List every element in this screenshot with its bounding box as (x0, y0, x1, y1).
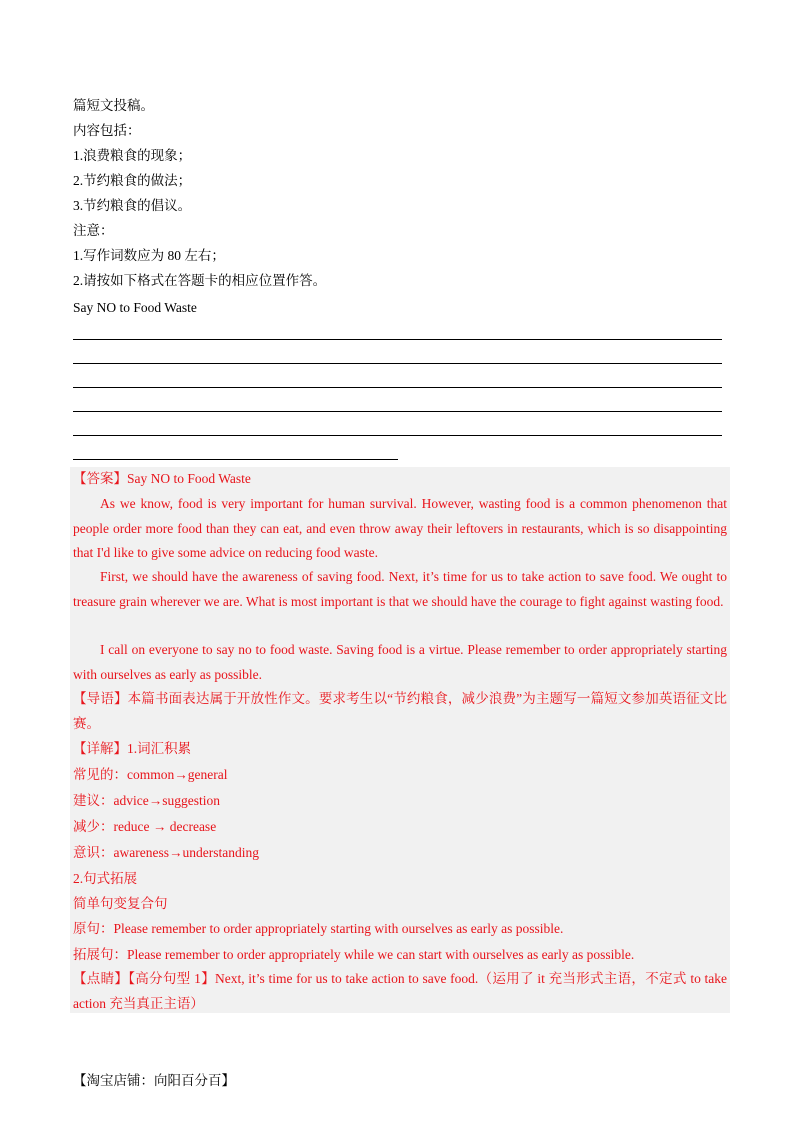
syntax-heading: 2.句式拓展 (73, 871, 138, 886)
writing-line (73, 459, 398, 460)
highlight-note: 【点睛】【高分句型 1】Next, it’s time for us to take action to save food.（运用了 it 充当形式主语，不定式 to take action 充当真正主语） (73, 971, 727, 1011)
prompt-line-6: 注意： (73, 223, 114, 238)
writing-line (73, 339, 722, 340)
prompt-line-5: 3.节约粮食的倡议。 (73, 198, 192, 213)
answer-paragraph-2: First, we should have the awareness of saving food. Next, it’s time for us to take action to save food. We ought to treasure grain wherever we are. What is most important is that we should have the courage to fight against wasting food. (73, 569, 727, 609)
writing-line (73, 363, 722, 364)
prompt-line-4: 2.节约粮食的做法； (73, 173, 192, 188)
prompt-line-1: 篇短文投稿。 (73, 98, 154, 113)
vocab-item-3: 减少：reduce → decrease (73, 819, 217, 834)
writing-line (73, 435, 722, 436)
answer-paragraph-1: As we know, food is very important for human survival. However, wasting food is a common phenomenon that people order more food than they can eat, and even throw away their leftovers in restaurants, which is so disappointing that I'd like to give some advice on reducing food waste. (73, 496, 727, 560)
prompt-line-2: 内容包括： (73, 123, 141, 138)
syntax-subheading: 简单句变复合句 (73, 896, 168, 911)
guide-text: 【导语】本篇书面表达属于开放性作文。要求考生以“节约粮食，减少浪费”为主题写一篇短文参加英语征文比赛。 (73, 691, 727, 731)
writing-line (73, 387, 722, 388)
prompt-line-8: 2.请按如下格式在答题卡的相应位置作答。 (73, 273, 327, 288)
detail-heading: 【详解】1.词汇积累 (73, 741, 192, 756)
answer-heading: 【答案】Say NO to Food Waste (73, 471, 251, 486)
vocab-item-1: 常见的：common→general (73, 767, 228, 782)
expanded-sentence: 拓展句：Please remember to order appropriately while we can start with ourselves as early as possible. (73, 947, 635, 962)
writing-line (73, 411, 722, 412)
prompt-line-7: 1.写作词数应为 80 左右； (73, 248, 225, 263)
footer-shop: 【淘宝店铺：向阳百分百】 (73, 1073, 235, 1088)
vocab-item-4: 意识：awareness→understanding (73, 845, 259, 860)
vocab-item-2: 建议：advice→suggestion (73, 793, 220, 808)
prompt-line-3: 1.浪费粮食的现象； (73, 148, 192, 163)
original-sentence: 原句：Please remember to order appropriately starting with ourselves as early as possible. (73, 921, 564, 936)
answer-paragraph-3: I call on everyone to say no to food waste. Saving food is a virtue. Please remember to order appropriately starting with ourselves as early as possible. (73, 642, 727, 682)
essay-title: Say NO to Food Waste (73, 300, 197, 315)
